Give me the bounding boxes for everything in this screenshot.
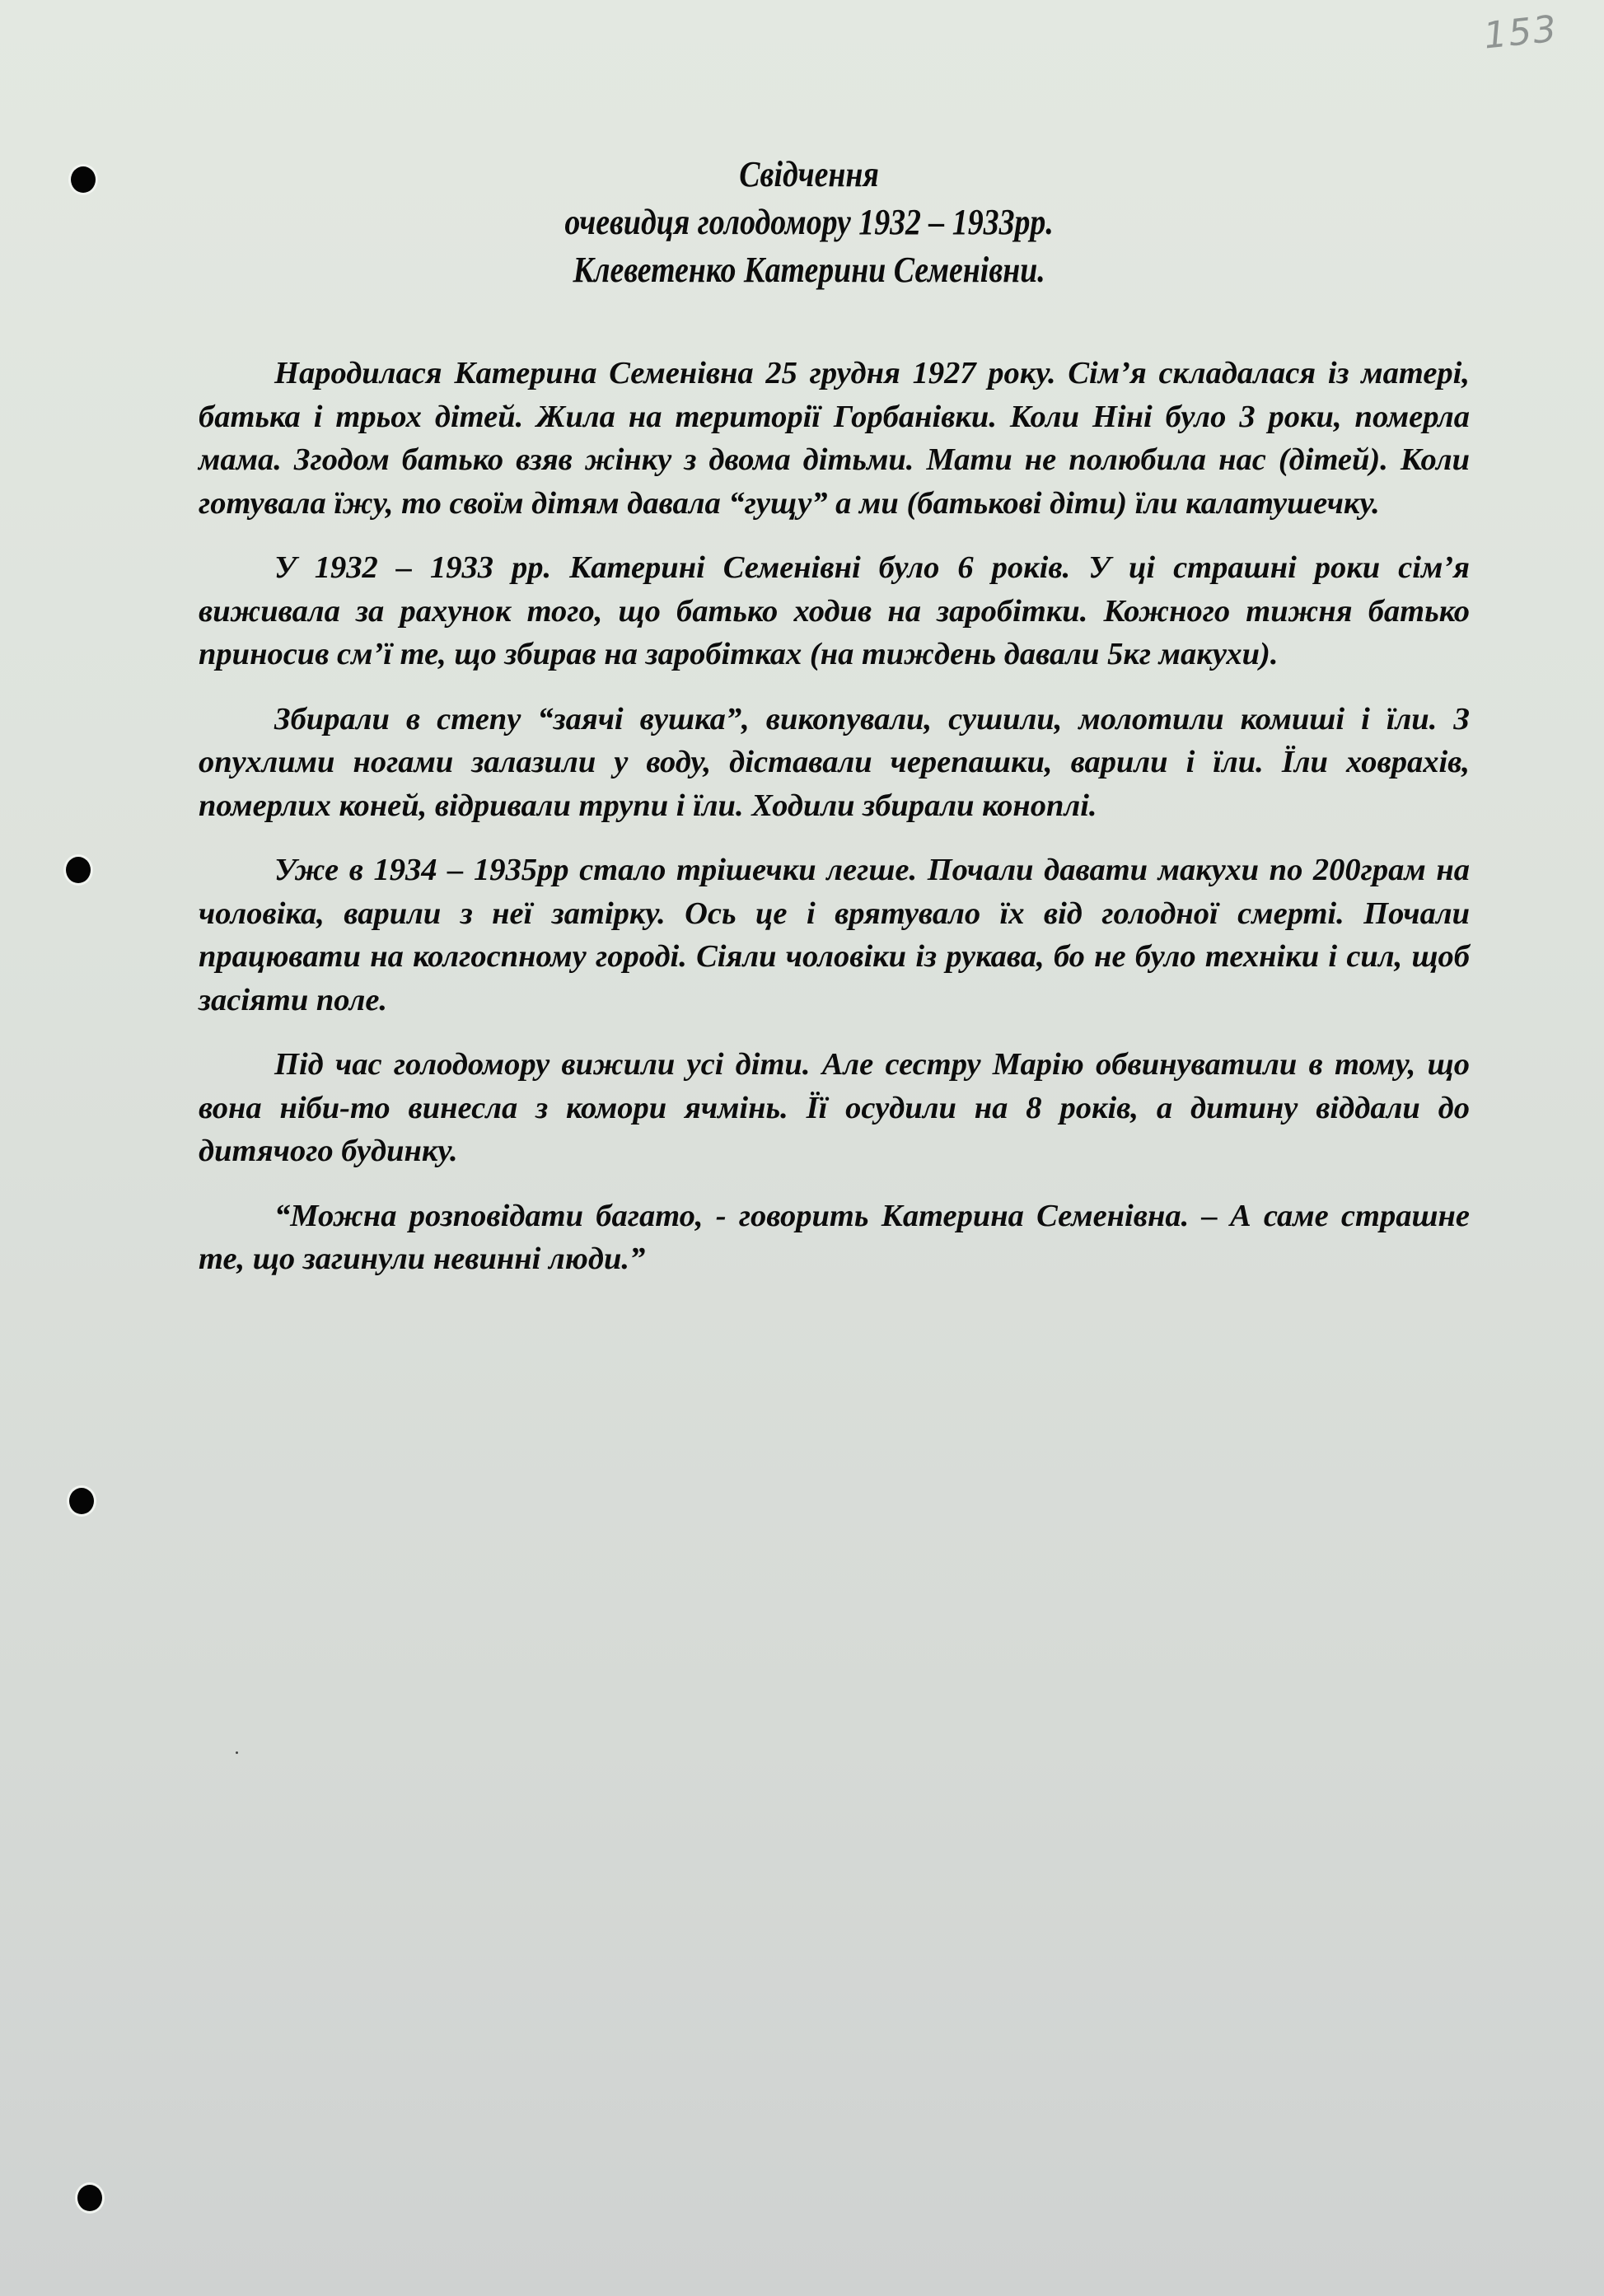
paragraph-birth-family: Народилася Катерина Семенівна 25 грудня 1927 року. Сім’я складалася із матері, батька і трьох дітей. Жила на території Горбанівки. Коли Ніні було 3 роки, померла мама. Згодом батько взяв жінку з двома дітьми. Мати не полюбила нас (дітей). Коли готувала їжу, то своїм дітям давала “гущу” а ми (батькові діти) їли калатушечку. xyxy=(199,356,1470,521)
testimony-body xyxy=(199,352,1470,1302)
punch-hole xyxy=(66,857,91,883)
paragraph-sister-maria: Під час голодомору вижили усі діти. Але сестру Марію обвинуватили в тому, що вона ніби-то винесла з комори ячмінь. Її осудили на 8 років, а дитину віддали до дитячого будинку. xyxy=(199,1047,1470,1168)
punch-hole xyxy=(69,1488,94,1514)
title-line-3: Клеветенко Катерини Семенівни. xyxy=(573,250,1045,290)
paragraph-survival-food: Збирали в степу “заячі вушка”, викопували, сушили, молотили комиші і їли. З опухлими ногами залазили у воду, діставали черепашки, варили і їли. Їли ховрахів, померлих коней, відривали трупи і їли. Ходили збирали коноплі. xyxy=(199,701,1470,823)
punch-hole xyxy=(71,166,96,193)
paragraph-1934-1935: Уже в 1934 – 1935рр стало трішечки легше. Почали давати макухи по 200грам на чоловіка, варили з неї затірку. Ось це і врятувало їх від голодної смерті. Почали працювати на колгоспному городі. Сіяли чоловіки із рукава, бо не було техніки і сил, щоб засіяти поле. xyxy=(199,853,1470,1017)
document-title xyxy=(119,151,1499,294)
title-line-1: Свідчення xyxy=(739,154,879,194)
handwritten-page-number: 153 xyxy=(1481,7,1560,58)
paragraph-1932-1933: У 1932 – 1933 рр. Катерині Семенівні було 6 років. У ці страшні роки сім’я виживала за рахунок того, що батько ходив на заробітки. Кожного тижня батько приносив см’ї те, що збирав на заробітках (на тиждень давали 5кг макухи). xyxy=(199,550,1470,671)
title-line-2: очевидця голодомору 1932 – 1933рр. xyxy=(564,202,1054,242)
paper-speck xyxy=(236,1751,238,1754)
paragraph-closing-quote: “Можна розповідати багато, - говорить Катерина Семенівна. – А саме страшне те, що загинули невинні люди.” xyxy=(199,1198,1470,1276)
punch-hole xyxy=(77,2185,102,2211)
